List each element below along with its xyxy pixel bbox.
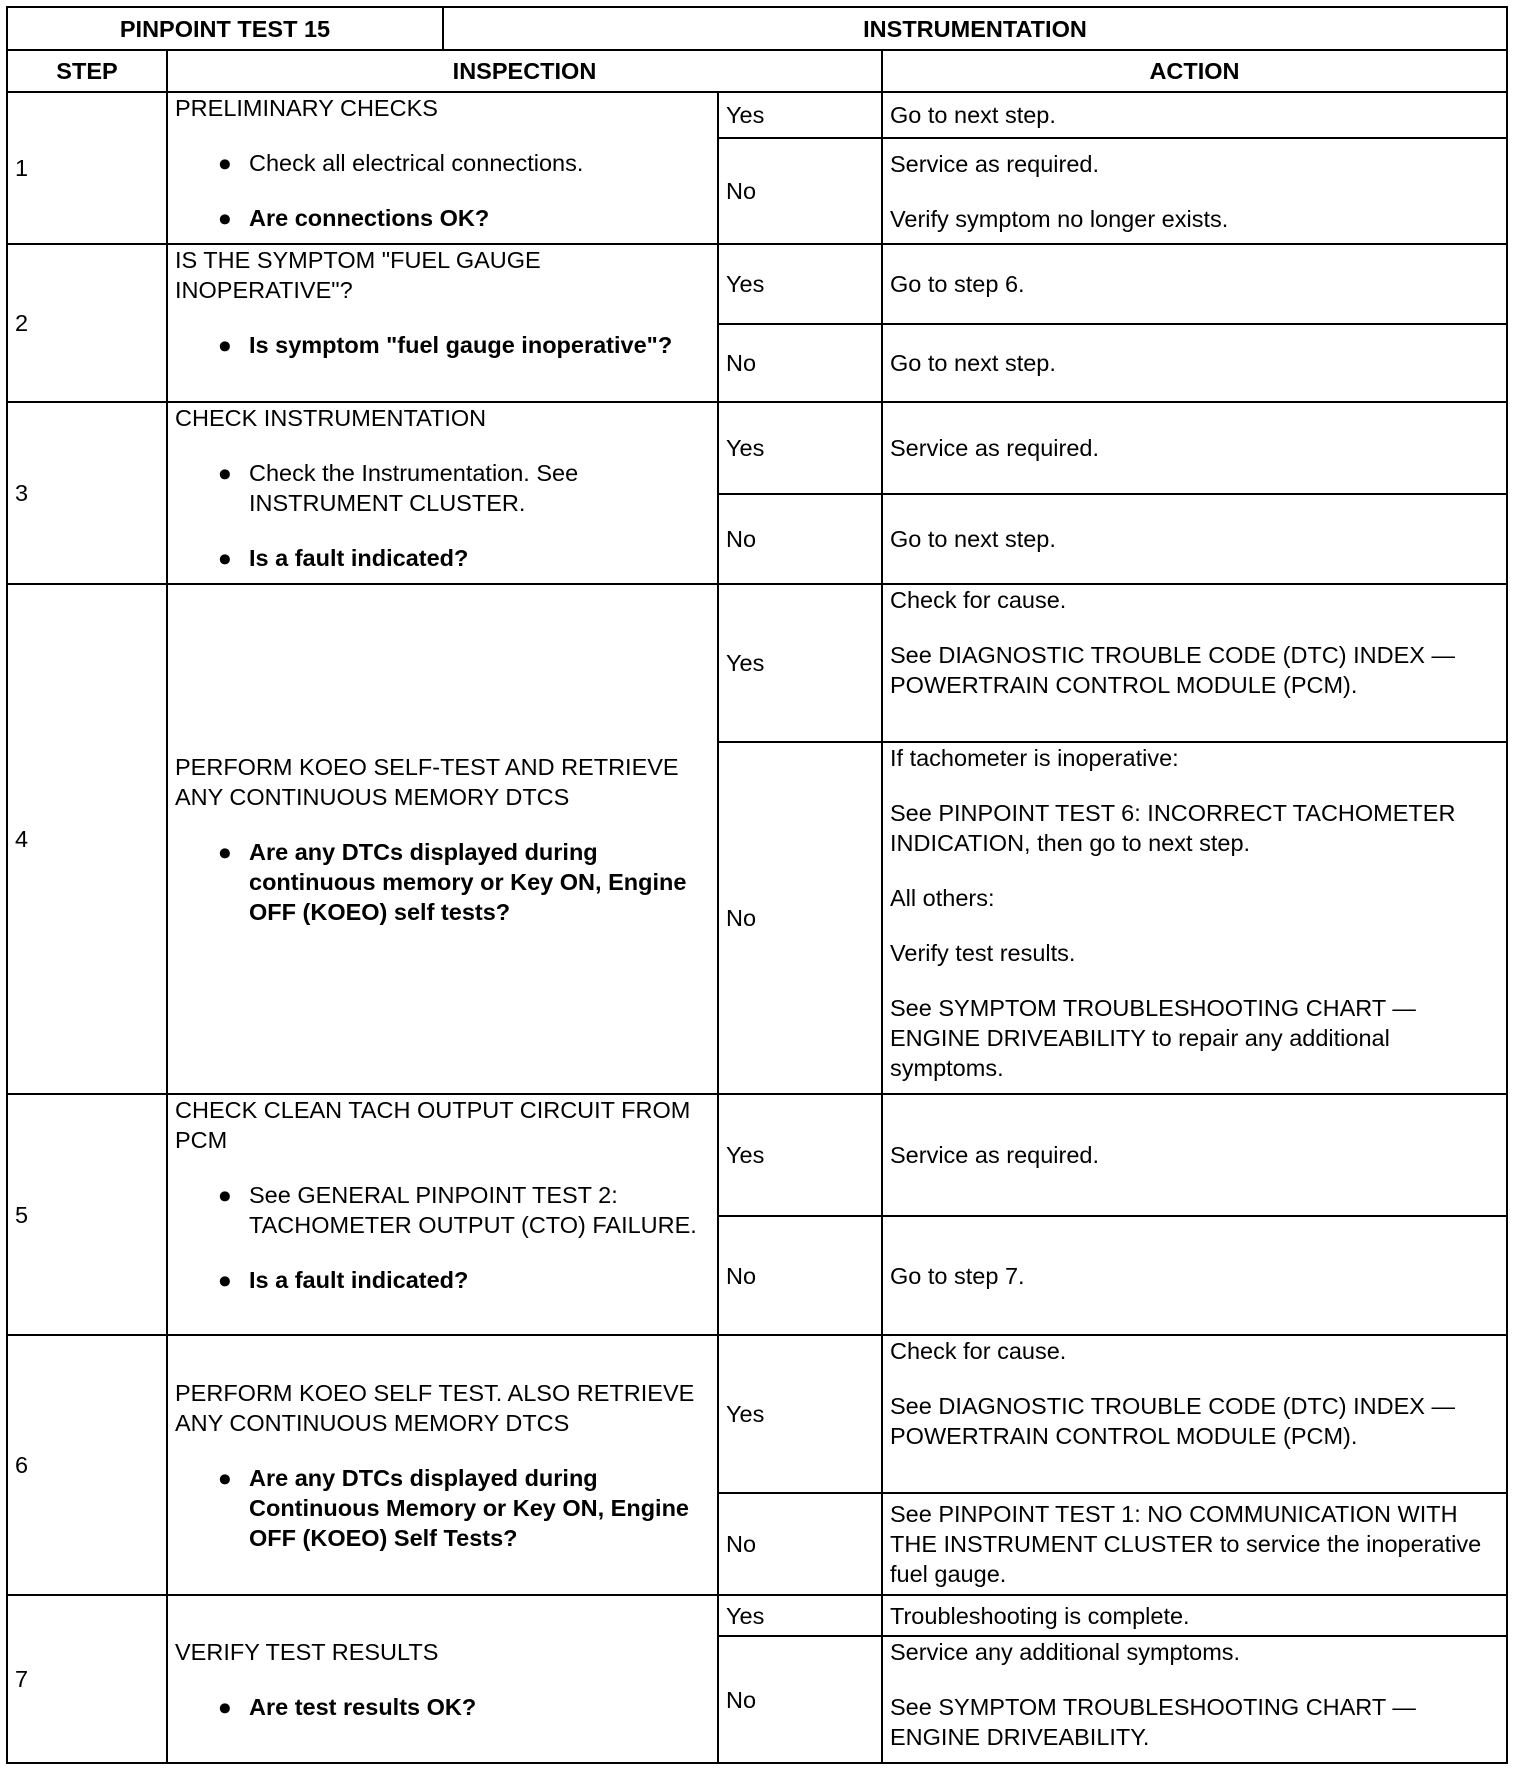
column-header-step: STEP bbox=[7, 50, 167, 92]
inspection-title: PERFORM KOEO SELF TEST. ALSO RETRIEVE ANY CONTINUOUS MEMORY DTCS bbox=[175, 1379, 695, 1436]
no-label: No bbox=[718, 1636, 882, 1763]
system-name: INSTRUMENTATION bbox=[443, 7, 1507, 50]
bullet-icon: ● bbox=[217, 1464, 232, 1491]
no-action: Go to step 7. bbox=[882, 1216, 1507, 1335]
bullet-icon: ● bbox=[217, 1267, 232, 1293]
yes-action: Troubleshooting is complete. bbox=[882, 1595, 1507, 1636]
no-action: Service as required. Verify symptom no longer exists. bbox=[882, 138, 1507, 244]
inspection-question: ● Is a fault indicated? bbox=[175, 1265, 710, 1295]
yes-label: Yes bbox=[718, 1094, 882, 1216]
bullet-icon: ● bbox=[217, 460, 232, 486]
inspection-cell bbox=[167, 244, 718, 402]
inspection-cell bbox=[167, 92, 718, 244]
yes-label: Yes bbox=[718, 1595, 882, 1636]
step-number: 4 bbox=[7, 584, 167, 1094]
yes-action: Service as required. bbox=[882, 1094, 1507, 1216]
step-4-yes-row bbox=[7, 584, 1507, 742]
inspection-question: ● Are any DTCs displayed during continuous memory or Key ON, Engine OFF (KOEO) self tests? bbox=[175, 837, 710, 927]
yes-action: Service as required. bbox=[882, 402, 1507, 494]
bullet-icon: ● bbox=[217, 332, 232, 358]
step-3-yes-row bbox=[7, 402, 1507, 494]
title-row bbox=[7, 7, 1507, 50]
inspection-question: ● Are test results OK? bbox=[175, 1692, 710, 1722]
step-6-yes-row bbox=[7, 1335, 1507, 1493]
yes-label: Yes bbox=[718, 584, 882, 742]
bullet-icon: ● bbox=[217, 150, 232, 176]
no-action: See PINPOINT TEST 1: NO COMMUNICATION WITH THE INSTRUMENT CLUSTER to service the inoperative fuel gauge. bbox=[882, 1493, 1507, 1595]
inspection-cell bbox=[167, 584, 718, 1094]
yes-label: Yes bbox=[718, 402, 882, 494]
inspection-question: ● Is symptom "fuel gauge inoperative"? bbox=[175, 330, 710, 360]
bullet-item: ● See GENERAL PINPOINT TEST 2: TACHOMETER OUTPUT (CTO) FAILURE. bbox=[175, 1180, 710, 1240]
test-name: PINPOINT TEST 15 bbox=[7, 7, 443, 50]
inspection-cell bbox=[167, 1595, 718, 1763]
no-action: If tachometer is inoperative: See PINPOINT TEST 6: INCORRECT TACHOMETER INDICATION, then go to next step. All others: Verify test results. See SYMPTOM TROUBLESHOOTING CHART — ENGINE DRIVEABILITY to repair any additional symptoms. bbox=[882, 742, 1507, 1094]
bullet-item: ● Check the Instrumentation. See INSTRUMENT CLUSTER. bbox=[175, 458, 710, 518]
yes-action: Check for cause. See DIAGNOSTIC TROUBLE CODE (DTC) INDEX — POWERTRAIN CONTROL MODULE (PCM). bbox=[882, 1335, 1507, 1493]
inspection-question: ● Are any DTCs displayed during Continuous Memory or Key ON, Engine OFF (KOEO) Self Tests? bbox=[175, 1463, 710, 1553]
yes-label: Yes bbox=[718, 244, 882, 324]
inspection-title: PERFORM KOEO SELF-TEST AND RETRIEVE ANY CONTINUOUS MEMORY DTCS bbox=[175, 753, 679, 810]
no-label: No bbox=[718, 494, 882, 584]
inspection-cell bbox=[167, 1094, 718, 1335]
inspection-title: IS THE SYMPTOM "FUEL GAUGE INOPERATIVE"? bbox=[175, 247, 541, 303]
yes-action: Go to next step. bbox=[882, 92, 1507, 138]
pinpoint-test-table bbox=[6, 6, 1508, 1764]
no-label: No bbox=[718, 138, 882, 244]
bullet-icon: ● bbox=[217, 1182, 232, 1208]
no-action: Service any additional symptoms. See SYMPTOM TROUBLESHOOTING CHART — ENGINE DRIVEABILITY. bbox=[882, 1636, 1507, 1763]
yes-action: Go to step 6. bbox=[882, 244, 1507, 324]
no-label: No bbox=[718, 1493, 882, 1595]
bullet-icon: ● bbox=[217, 545, 232, 571]
bullet-icon: ● bbox=[217, 205, 232, 231]
step-7-yes-row bbox=[7, 1595, 1507, 1636]
column-header-row bbox=[7, 50, 1507, 92]
column-header-action: ACTION bbox=[882, 50, 1507, 92]
step-number: 7 bbox=[7, 1595, 167, 1763]
step-number: 1 bbox=[7, 92, 167, 244]
step-2-yes-row bbox=[7, 244, 1507, 324]
inspection-title: VERIFY TEST RESULTS bbox=[175, 1638, 439, 1665]
yes-action: Check for cause. See DIAGNOSTIC TROUBLE CODE (DTC) INDEX — POWERTRAIN CONTROL MODULE (PCM). bbox=[882, 584, 1507, 742]
inspection-question: ● Are connections OK? bbox=[175, 203, 710, 233]
bullet-icon: ● bbox=[217, 838, 232, 865]
inspection-question: ● Is a fault indicated? bbox=[175, 543, 710, 573]
inspection-title: PRELIMINARY CHECKS bbox=[175, 95, 438, 121]
bullet-icon: ● bbox=[217, 1693, 232, 1720]
bullet-item: ● Check all electrical connections. bbox=[175, 148, 710, 178]
step-1-yes-row bbox=[7, 92, 1507, 138]
inspection-title: CHECK CLEAN TACH OUTPUT CIRCUIT FROM PCM bbox=[175, 1097, 691, 1153]
no-label: No bbox=[718, 324, 882, 402]
step-5-yes-row bbox=[7, 1094, 1507, 1216]
inspection-cell bbox=[167, 1335, 718, 1595]
yes-label: Yes bbox=[718, 92, 882, 138]
inspection-cell bbox=[167, 402, 718, 584]
yes-label: Yes bbox=[718, 1335, 882, 1493]
step-number: 5 bbox=[7, 1094, 167, 1335]
no-label: No bbox=[718, 1216, 882, 1335]
no-action: Go to next step. bbox=[882, 324, 1507, 402]
column-header-inspection: INSPECTION bbox=[167, 50, 882, 92]
step-number: 2 bbox=[7, 244, 167, 402]
step-number: 3 bbox=[7, 402, 167, 584]
no-label: No bbox=[718, 742, 882, 1094]
no-action: Go to next step. bbox=[882, 494, 1507, 584]
inspection-title: CHECK INSTRUMENTATION bbox=[175, 405, 487, 431]
step-number: 6 bbox=[7, 1335, 167, 1595]
